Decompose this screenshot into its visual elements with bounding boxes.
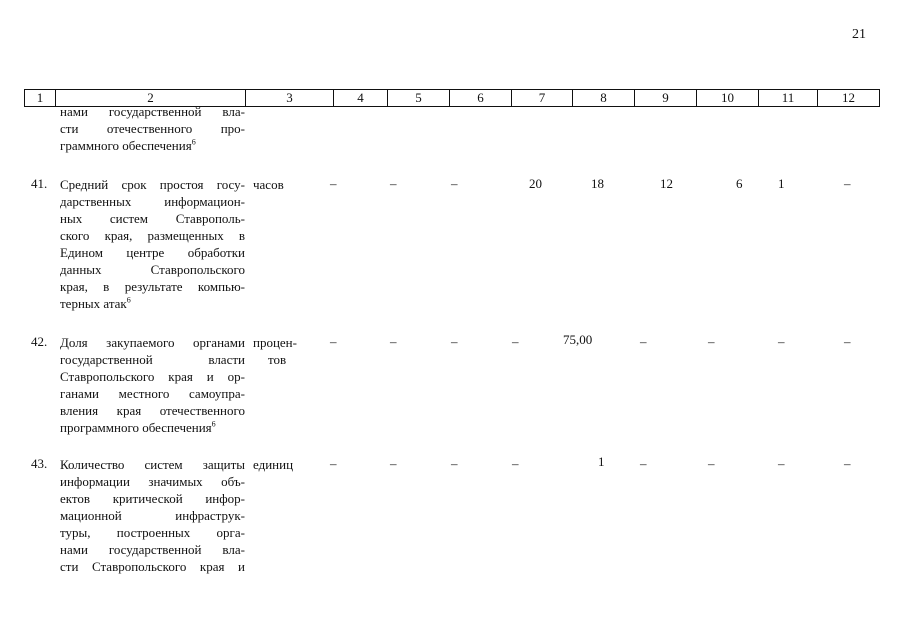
description-line: сти отечественного про-: [60, 121, 245, 136]
description-line: вления края отечественного: [60, 403, 245, 418]
column-header: 7: [511, 90, 572, 106]
description-line: Средний срок простоя госу-: [60, 177, 245, 192]
row-description: [60, 334, 245, 436]
row-unit: часов: [253, 177, 284, 192]
row-value: 20: [529, 176, 542, 191]
description-line: нами государственной вла-: [60, 542, 245, 557]
column-header: 1: [36, 90, 44, 105]
row-value: 18: [591, 176, 604, 191]
row-description: [60, 176, 245, 312]
description-line: информации значимых объ-: [60, 474, 245, 489]
footnote-mark: 6: [211, 419, 216, 429]
row-number: 43.: [31, 456, 48, 471]
description-line: терных атак$^6$: [60, 295, 131, 311]
row-value: –: [708, 334, 715, 349]
column-header: 11: [758, 90, 817, 106]
row-value: –: [330, 334, 337, 349]
description-line: нами государственной вла-: [60, 104, 245, 119]
row-number: 41.: [31, 176, 48, 191]
description-line: Количество систем защиты: [60, 457, 245, 472]
description-line: края, в результате компью-: [60, 279, 245, 294]
column-header: 9: [634, 90, 696, 106]
description-line: данных Ставропольского: [60, 262, 245, 277]
description-line: Доля закупаемого органами: [60, 335, 245, 350]
row-value: –: [451, 176, 458, 191]
description-line: государственной власти: [60, 352, 245, 367]
page-number: 21: [852, 27, 866, 42]
row-value: –: [844, 334, 851, 349]
description-line: Едином центре обработки: [60, 245, 245, 260]
row-number: 42.: [31, 334, 48, 349]
description-line: ных систем Ставрополь-: [60, 211, 245, 226]
row-value: –: [844, 456, 851, 471]
row-value: 1: [598, 454, 605, 469]
continuation-description: [60, 103, 245, 154]
row-value: –: [778, 456, 785, 471]
row-value: 6: [736, 176, 743, 191]
row-value: –: [330, 176, 337, 191]
row-unit: единиц: [253, 457, 294, 472]
column-header: 6: [449, 90, 511, 106]
row-value: –: [390, 334, 397, 349]
description-line: Ставропольского края и ор-: [60, 369, 245, 384]
column-header: 8: [572, 90, 634, 106]
column-header: 12: [817, 90, 879, 106]
column-header: 3: [245, 90, 333, 106]
description-line: мационной инфраструк-: [60, 508, 245, 523]
footnote-mark: 6: [126, 295, 131, 305]
row-value: 1: [778, 176, 785, 191]
description-line: сти Ставропольского края и: [60, 559, 245, 574]
row-value: –: [512, 456, 519, 471]
description-line: ского края, размещенных в: [60, 228, 245, 243]
row-value: –: [844, 176, 851, 191]
description-line: программного обеспечения$^6$: [60, 419, 216, 435]
row-value: –: [330, 456, 337, 471]
row-value: 12: [660, 176, 673, 191]
row-unit: [253, 334, 297, 368]
row-value: –: [451, 334, 458, 349]
description-line: ганами местного самоупра-: [60, 386, 245, 401]
description-line: туры, построенных орга-: [60, 525, 245, 540]
unit-line: тов: [268, 352, 287, 367]
row-value: –: [512, 334, 519, 349]
column-header: 10: [696, 90, 758, 106]
row-value: –: [390, 176, 397, 191]
footnote-mark: 6: [191, 137, 196, 147]
row-value: –: [390, 456, 397, 471]
row-value: –: [778, 334, 785, 349]
column-header: 4: [333, 90, 387, 106]
column-header: 5: [387, 90, 449, 106]
row-value: –: [640, 456, 647, 471]
row-value: –: [640, 334, 647, 349]
column-header: 2: [55, 90, 245, 106]
description-line: дарственных информацион-: [60, 194, 245, 209]
row-value: –: [451, 456, 458, 471]
unit-line: процен-: [253, 335, 297, 350]
row-value: 75,00: [563, 332, 593, 347]
description-line: граммного обеспечения$^6$: [60, 137, 196, 153]
row-description: [60, 456, 245, 575]
description-line: ектов критической инфор-: [60, 491, 245, 506]
row-value: –: [708, 456, 715, 471]
